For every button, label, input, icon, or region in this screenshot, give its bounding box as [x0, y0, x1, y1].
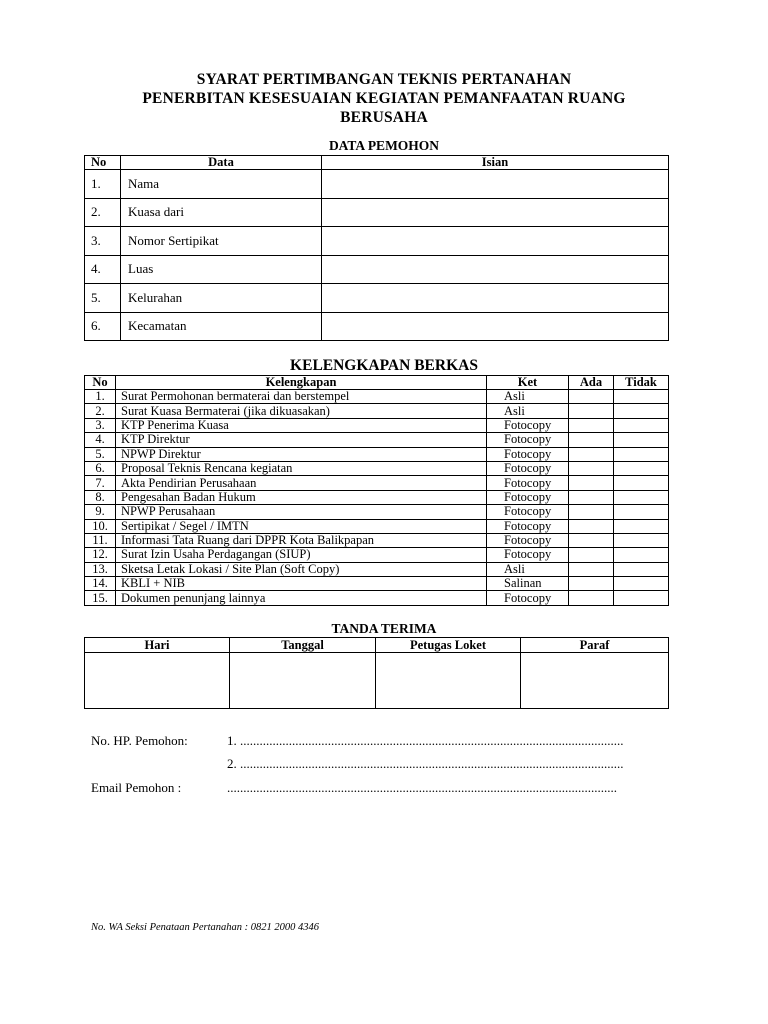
- row-no: 5.: [85, 447, 116, 461]
- row-item: KBLI + NIB: [116, 577, 487, 591]
- table-row: [85, 312, 669, 341]
- row-no: 14.: [85, 577, 116, 591]
- table-header-row: [85, 156, 669, 170]
- row-label: Nomor Sertipikat: [121, 227, 322, 256]
- header-no: No: [85, 156, 121, 170]
- header-data: Data: [121, 156, 322, 170]
- header-no: No: [85, 376, 116, 390]
- row-item: Dokumen penunjang lainnya: [116, 591, 487, 605]
- header-petugas-loket: Petugas Loket: [376, 638, 521, 653]
- tidak-checkbox-cell[interactable]: [614, 447, 669, 461]
- row-ket: Fotocopy: [487, 533, 569, 547]
- row-item: Akta Pendirian Perusahaan: [116, 476, 487, 490]
- row-no: 5.: [85, 284, 121, 313]
- row-no: 11.: [85, 533, 116, 547]
- kelengkapan-heading: KELENGKAPAN BERKAS: [290, 357, 478, 374]
- ada-checkbox-cell[interactable]: [569, 533, 614, 547]
- row-no: 1.: [85, 390, 116, 404]
- tidak-checkbox-cell[interactable]: [614, 404, 669, 418]
- row-item: Surat Izin Usaha Perdagangan (SIUP): [116, 548, 487, 562]
- header-tanggal: Tanggal: [230, 638, 376, 653]
- table-row: [85, 461, 669, 475]
- table-header-row: [85, 638, 669, 653]
- table-row: [85, 284, 669, 313]
- tidak-checkbox-cell[interactable]: [614, 591, 669, 605]
- row-no: 13.: [85, 562, 116, 576]
- row-ket: Fotocopy: [487, 490, 569, 504]
- table-row: [85, 548, 669, 562]
- row-ket: Fotocopy: [487, 433, 569, 447]
- row-label: Kecamatan: [121, 312, 322, 341]
- ada-checkbox-cell[interactable]: [569, 591, 614, 605]
- ada-checkbox-cell[interactable]: [569, 548, 614, 562]
- row-no: 7.: [85, 476, 116, 490]
- table-row: [85, 519, 669, 533]
- ada-checkbox-cell[interactable]: [569, 562, 614, 576]
- table-row: [85, 255, 669, 284]
- row-no: 3.: [85, 418, 116, 432]
- table-row: [85, 490, 669, 504]
- row-ket: Asli: [487, 562, 569, 576]
- row-item: Pengesahan Badan Hukum: [116, 490, 487, 504]
- tidak-checkbox-cell[interactable]: [614, 562, 669, 576]
- tidak-checkbox-cell[interactable]: [614, 577, 669, 591]
- data-pemohon-table: [84, 155, 669, 341]
- header-ket: Ket: [487, 376, 569, 390]
- hari-cell[interactable]: [85, 653, 230, 709]
- row-item: Informasi Tata Ruang dari DPPR Kota Balikpapan: [116, 533, 487, 547]
- table-row: [85, 476, 669, 490]
- row-ket: Fotocopy: [487, 418, 569, 432]
- tidak-checkbox-cell[interactable]: [614, 390, 669, 404]
- tidak-checkbox-cell[interactable]: [614, 548, 669, 562]
- ada-checkbox-cell[interactable]: [569, 519, 614, 533]
- row-ket: Fotocopy: [487, 519, 569, 533]
- row-ket: Asli: [487, 404, 569, 418]
- header-ada: Ada: [569, 376, 614, 390]
- tanda-terima-heading: TANDA TERIMA: [331, 621, 437, 636]
- header-isian: Isian: [322, 156, 669, 170]
- row-ket: Fotocopy: [487, 476, 569, 490]
- row-ket: Fotocopy: [487, 447, 569, 461]
- tanggal-cell[interactable]: [230, 653, 376, 709]
- row-no: 2.: [85, 404, 116, 418]
- table-row: [85, 505, 669, 519]
- title-line-2: PENERBITAN KESESUAIAN KEGIATAN PEMANFAATAN RUANG: [142, 90, 626, 107]
- tidak-checkbox-cell[interactable]: [614, 433, 669, 447]
- row-ket: Fotocopy: [487, 548, 569, 562]
- ada-checkbox-cell[interactable]: [569, 476, 614, 490]
- ada-checkbox-cell[interactable]: [569, 390, 614, 404]
- tidak-checkbox-cell[interactable]: [614, 418, 669, 432]
- title-line-3: BERUSAHA: [340, 109, 428, 126]
- row-no: 15.: [85, 591, 116, 605]
- row-no: 1.: [85, 170, 121, 199]
- row-ket: Fotocopy: [487, 461, 569, 475]
- ada-checkbox-cell[interactable]: [569, 577, 614, 591]
- data-pemohon-heading: DATA PEMOHON: [328, 138, 440, 153]
- row-item: Surat Permohonan bermaterai dan berstempel: [116, 390, 487, 404]
- tidak-checkbox-cell[interactable]: [614, 505, 669, 519]
- row-item: KTP Penerima Kuasa: [116, 418, 487, 432]
- isian-cell[interactable]: [322, 284, 669, 313]
- title-line-1: SYARAT PERTIMBANGAN TEKNIS PERTANAHAN: [196, 71, 572, 88]
- row-label: Kelurahan: [121, 284, 322, 313]
- table-row: [85, 170, 669, 199]
- table-row: [85, 418, 669, 432]
- petugas-loket-cell[interactable]: [376, 653, 521, 709]
- ada-checkbox-cell[interactable]: [569, 490, 614, 504]
- row-label: Luas: [121, 255, 322, 284]
- table-row: [85, 198, 669, 227]
- kelengkapan-table: [84, 375, 669, 606]
- ada-checkbox-cell[interactable]: [569, 433, 614, 447]
- tanda-terima-table: [84, 637, 669, 709]
- isian-cell[interactable]: [322, 227, 669, 256]
- header-kelengkapan: Kelengkapan: [116, 376, 487, 390]
- table-row: [85, 562, 669, 576]
- row-ket: Asli: [487, 390, 569, 404]
- footer-note: No. WA Seksi Penataan Pertanahan : 0821 2000 4346: [91, 922, 320, 933]
- isian-cell[interactable]: [322, 255, 669, 284]
- tidak-checkbox-cell[interactable]: [614, 533, 669, 547]
- table-header-row: [85, 376, 669, 390]
- row-label: Nama: [121, 170, 322, 199]
- table-row: [85, 433, 669, 447]
- row-no: 8.: [85, 490, 116, 504]
- row-no: 9.: [85, 505, 116, 519]
- row-label: Kuasa dari: [121, 198, 322, 227]
- ada-checkbox-cell[interactable]: [569, 404, 614, 418]
- row-no: 10.: [85, 519, 116, 533]
- header-tidak: Tidak: [614, 376, 669, 390]
- email-label: Email Pemohon :: [91, 780, 182, 795]
- signature-row: [85, 653, 669, 709]
- table-row: [85, 591, 669, 605]
- tidak-checkbox-cell[interactable]: [614, 476, 669, 490]
- ada-checkbox-cell[interactable]: [569, 447, 614, 461]
- isian-cell[interactable]: [322, 312, 669, 341]
- row-no: 6.: [85, 312, 121, 341]
- ada-checkbox-cell[interactable]: [569, 418, 614, 432]
- row-no: 4.: [85, 255, 121, 284]
- table-row: [85, 533, 669, 547]
- ada-checkbox-cell[interactable]: [569, 505, 614, 519]
- tidak-checkbox-cell[interactable]: [614, 490, 669, 504]
- hp-line-1[interactable]: 1. ......................................................................................................................: [227, 733, 624, 748]
- row-item: Proposal Teknis Rencana kegiatan: [116, 461, 487, 475]
- ada-checkbox-cell[interactable]: [569, 461, 614, 475]
- row-ket: Salinan: [487, 577, 569, 591]
- header-hari: Hari: [85, 638, 230, 653]
- email-line[interactable]: ........................................................................................................................: [227, 780, 617, 795]
- hp-line-2[interactable]: 2. ......................................................................................................................: [227, 756, 624, 771]
- row-no: 4.: [85, 433, 116, 447]
- paraf-cell[interactable]: [521, 653, 669, 709]
- header-paraf: Paraf: [521, 638, 669, 653]
- table-row: [85, 447, 669, 461]
- row-no: 6.: [85, 461, 116, 475]
- table-row: [85, 227, 669, 256]
- isian-cell[interactable]: [322, 170, 669, 199]
- isian-cell[interactable]: [322, 198, 669, 227]
- row-no: 3.: [85, 227, 121, 256]
- row-item: NPWP Perusahaan: [116, 505, 487, 519]
- row-item: Surat Kuasa Bermaterai (jika dikuasakan): [116, 404, 487, 418]
- table-row: [85, 404, 669, 418]
- row-item: KTP Direktur: [116, 433, 487, 447]
- tidak-checkbox-cell[interactable]: [614, 461, 669, 475]
- row-item: NPWP Direktur: [116, 447, 487, 461]
- row-ket: Fotocopy: [487, 505, 569, 519]
- table-row: [85, 577, 669, 591]
- tidak-checkbox-cell[interactable]: [614, 519, 669, 533]
- row-ket: Fotocopy: [487, 591, 569, 605]
- row-no: 12.: [85, 548, 116, 562]
- table-row: [85, 390, 669, 404]
- row-item: Sketsa Letak Lokasi / Site Plan (Soft Copy): [116, 562, 487, 576]
- hp-label: No. HP. Pemohon:: [91, 733, 188, 748]
- row-item: Sertipikat / Segel / IMTN: [116, 519, 487, 533]
- document-title: [0, 70, 768, 127]
- row-no: 2.: [85, 198, 121, 227]
